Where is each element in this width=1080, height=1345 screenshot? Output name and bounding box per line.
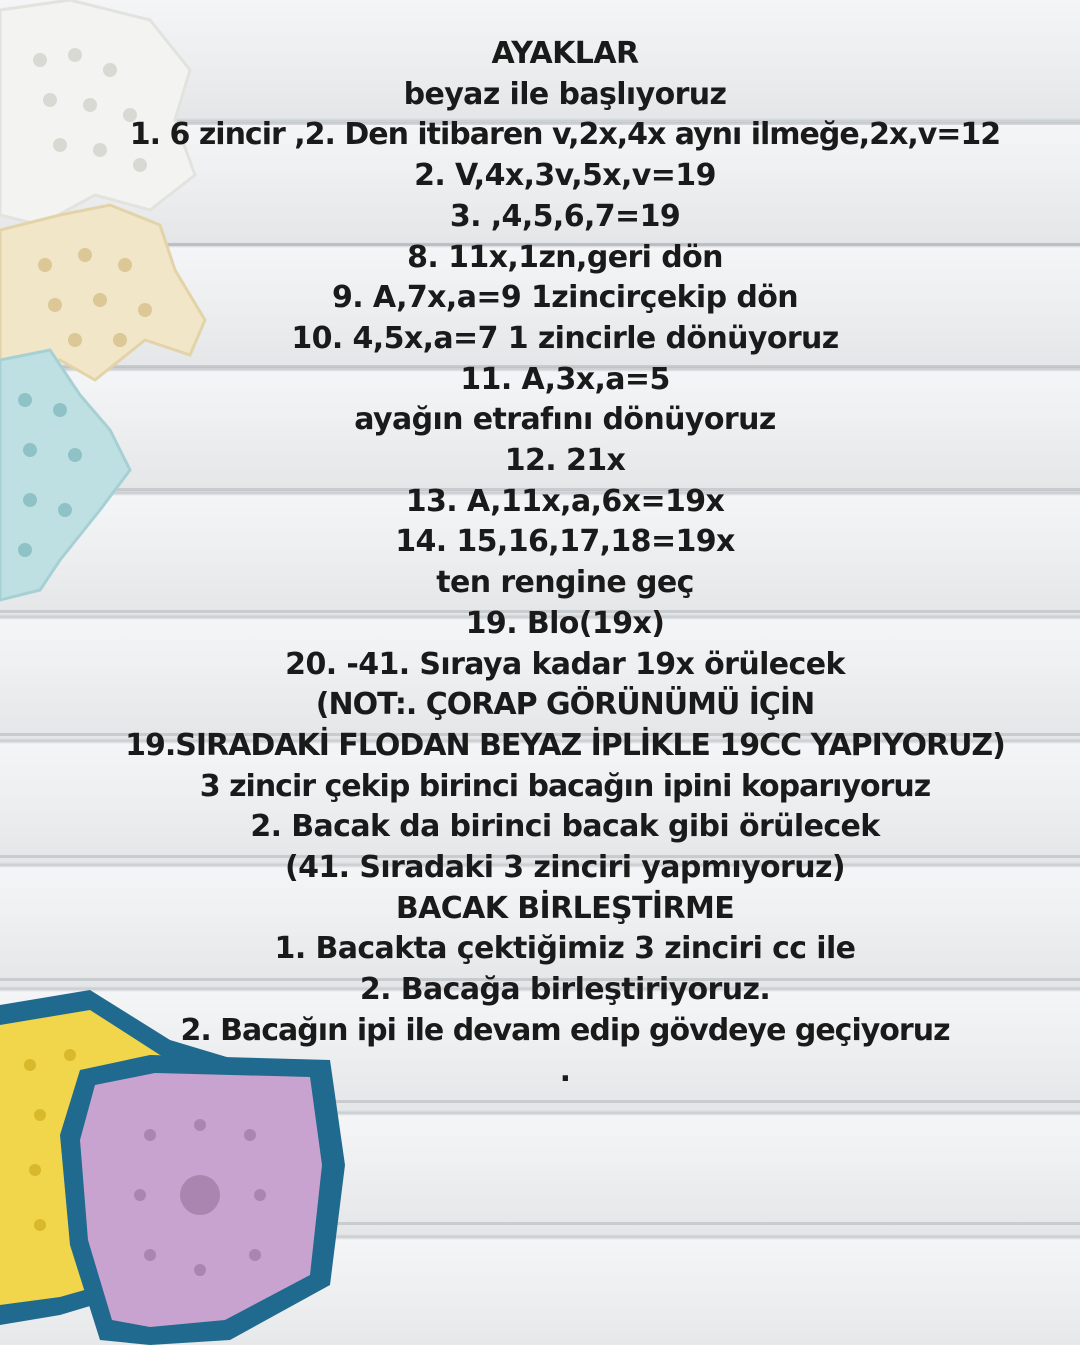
- instruction-line: 14. 15,16,17,18=19x: [395, 524, 735, 560]
- section-title-ayaklar: AYAKLAR: [491, 36, 639, 71]
- instruction-line: 20. -41. Sıraya kadar 19x örülecek: [285, 646, 845, 682]
- instruction-line: 2. Bacağın ipi ile devam edip gövdeye geçiyoruz: [180, 1012, 950, 1048]
- instruction-line: 2. V,4x,3v,5x,v=19: [414, 158, 716, 194]
- instruction-line: 2. Bacağa birleştiriyoruz.: [359, 972, 771, 1008]
- instruction-line: 1. 6 zincir ,2. Den itibaren v,2x,4x aynı ilmeğe,2x,v=12: [129, 117, 1001, 153]
- instruction-line: (41. Sıradaki 3 zinciri yapmıyoruz): [285, 850, 845, 886]
- instruction-line: 3. ,4,5,6,7=19: [449, 198, 681, 234]
- trailing-dot: .: [559, 1053, 571, 1089]
- note-line: (NOT:. ÇORAP GÖRÜNÜMÜ İÇİN: [315, 687, 815, 723]
- instruction-line: beyaz ile başlıyoruz: [403, 76, 727, 112]
- instruction-line: 12. 21x: [504, 443, 626, 479]
- note-line: 19.SIRADAKİ FLODAN BEYAZ İPLİKLE 19CC YAPIYORUZ): [125, 727, 1005, 763]
- instruction-line: 2. Bacak da birinci bacak gibi örülecek: [250, 809, 880, 845]
- instruction-line: 1. Bacakta çektiğimiz 3 zinciri cc ile: [274, 931, 856, 967]
- instruction-line: ayağın etrafını dönüyoruz: [354, 402, 776, 438]
- instruction-line: 13. A,11x,a,6x=19x: [405, 483, 725, 519]
- instruction-line: 8. 11x,1zn,geri dön: [407, 239, 723, 275]
- lilac-granny-square: [60, 1055, 345, 1345]
- instruction-line: ten rengine geç: [436, 565, 694, 601]
- instruction-line: 10. 4,5x,a=7 1 zincirle dönüyoruz: [291, 320, 839, 356]
- section-title-bacak-birlestirme: BACAK BİRLEŞTİRME: [395, 890, 735, 926]
- instruction-line: 3 zincir çekip birinci bacağın ipini koparıyoruz: [199, 768, 931, 804]
- instruction-line: 11. A,3x,a=5: [460, 361, 670, 397]
- crochet-pattern-instructions: [0, 34, 1080, 1092]
- instruction-line: 19. Blo(19x): [465, 605, 665, 641]
- instruction-line: 9. A,7x,a=9 1zincirçekip dön: [332, 280, 798, 316]
